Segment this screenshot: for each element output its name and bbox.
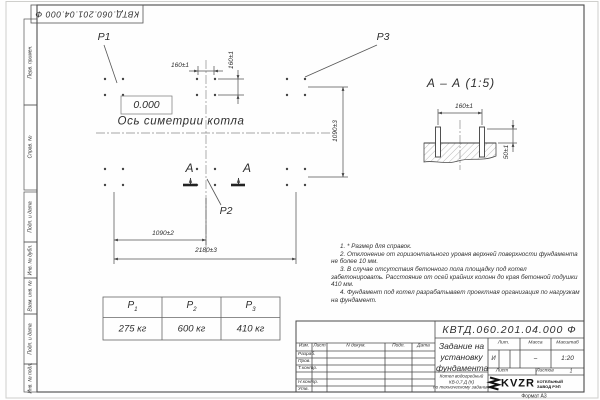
loads-table-value-3: 410 кг (236, 322, 265, 334)
margin-label-inv-podl: Инв. № подл. (27, 362, 33, 394)
concrete-pad (424, 143, 496, 163)
p2-symbol: Р (186, 299, 194, 311)
subtitle-line-3: по техническому заданию (433, 384, 490, 390)
dim-length: 2180±3 (195, 246, 217, 254)
loads-table-value-1: 275 кг (118, 322, 147, 334)
boiler-symmetry-axis-label: Ось симетрии котла (117, 115, 245, 128)
mass-label: Масса (528, 340, 543, 346)
dim-width: 1090±3 (331, 120, 339, 142)
section-cut-marks (183, 178, 245, 185)
mass-value: – (533, 356, 538, 362)
plan-anchor-bolts (104, 78, 306, 186)
margin-label-vzam-inv: Взам. инв. № (27, 280, 33, 312)
scale-value: 1:20 (561, 354, 574, 362)
dim-half-length: 1090±2 (152, 229, 174, 237)
dim-bolt-spacing-h: 160±1 (170, 61, 190, 69)
col-podp: Подп. (392, 343, 405, 349)
logo-subtext-line-1: КОТЕЛЬНЫЙ (537, 378, 564, 384)
lit-label: Лит. (497, 340, 510, 346)
load-point-label-p3: Р3 (376, 30, 390, 43)
note-2: 2. Отклонение от горизонтального уровня верхней поверхности фундамента не более 10 мм. (331, 250, 578, 266)
col-dokum: N докум. (346, 343, 366, 349)
note-4: 4. Фундамент под котел разрабатывает проектная организация по нагрузкам на фундамент. (331, 289, 580, 304)
col-izm: Изм. (298, 343, 310, 349)
logo-subtext (537, 379, 563, 389)
loads-table-header-3 (245, 301, 255, 313)
margin-label-perv-primen: Перв. примен. (27, 45, 33, 79)
doc-number: КВТД.060.201.04.000 Ф (442, 323, 577, 336)
subtitle-line-1: Котел водогрейный (439, 373, 484, 379)
sheets-value: 1 (569, 368, 573, 374)
p1-symbol: Р (127, 299, 135, 311)
row-nkontr: Н.контр. (298, 380, 319, 385)
drawing-title: Задание на установку фундамента (436, 341, 489, 374)
col-list: Лист (313, 343, 326, 349)
margin-label-inv-dubl: Инв. № дубл. (27, 244, 33, 276)
level-mark: 0.000 (133, 98, 160, 111)
row-tkontr: Т.контр. (298, 366, 318, 371)
load-point-label-p1: Р1 (97, 30, 111, 43)
dim-bolt-spacing-v: 160±1 (227, 50, 235, 70)
load-point-label-p2: Р2 (219, 204, 233, 217)
lit-value: И (491, 356, 496, 362)
col-data: Дата (417, 343, 430, 349)
subtitle-line-2: КВ-0,7 Д (К) (448, 379, 475, 385)
note-1: 1. * Размер для справок. (340, 243, 412, 250)
margin-label-podp-data-1: Подп. и дата (27, 201, 33, 233)
section-view-linework (424, 109, 517, 170)
technical-notes (331, 243, 581, 304)
row-razrab: Разраб. (298, 352, 316, 357)
section-view-title: А – А (1:5) (426, 76, 496, 90)
top-stamp-doc-number: КВТД.060.201.04.000 Ф (34, 9, 140, 20)
loads-table-header-2 (186, 301, 196, 313)
row-utv: Утв. (298, 386, 309, 392)
anchor-bolt-right (480, 127, 485, 157)
logo-subtext-line-2: ЗАВОД РЭП (537, 383, 561, 389)
loads-table-value-2: 600 кг (177, 322, 206, 334)
p1-subscript: 1 (134, 305, 138, 313)
sheets-label: Листов (536, 368, 554, 374)
logo-text: KVZR (501, 377, 535, 389)
spring-logo-icon (490, 378, 499, 390)
p2-subscript: 2 (193, 305, 197, 313)
plan-center-lines (96, 60, 333, 253)
margin-label-podp-data-2: Подп. и дата (27, 323, 33, 355)
p3-symbol: Р (245, 299, 253, 311)
loads-table-header-1 (127, 301, 137, 313)
format-note: Формат А3 (521, 393, 547, 399)
section-letter-left: А (185, 161, 194, 175)
note-3: 3. В случае отсутствия бетонного пола площадку под котел забетонировать. Расстояние от осей крайних колонн до края бетонной подушки 410 мм. (331, 266, 578, 289)
margin-label-sprav-no: Справ. № (27, 135, 33, 159)
section-dim-protrusion: 50±1 (502, 144, 510, 160)
section-letter-right: А (242, 161, 252, 175)
sheet-label: Лист (495, 368, 509, 374)
sheet-frame (6, 2, 598, 399)
p3-subscript: 3 (252, 305, 256, 313)
row-prov: Пров. (298, 359, 311, 364)
section-dim-spacing: 160±1 (454, 102, 474, 110)
anchor-bolt-left (436, 127, 441, 157)
scale-label: Масштаб (556, 340, 579, 346)
